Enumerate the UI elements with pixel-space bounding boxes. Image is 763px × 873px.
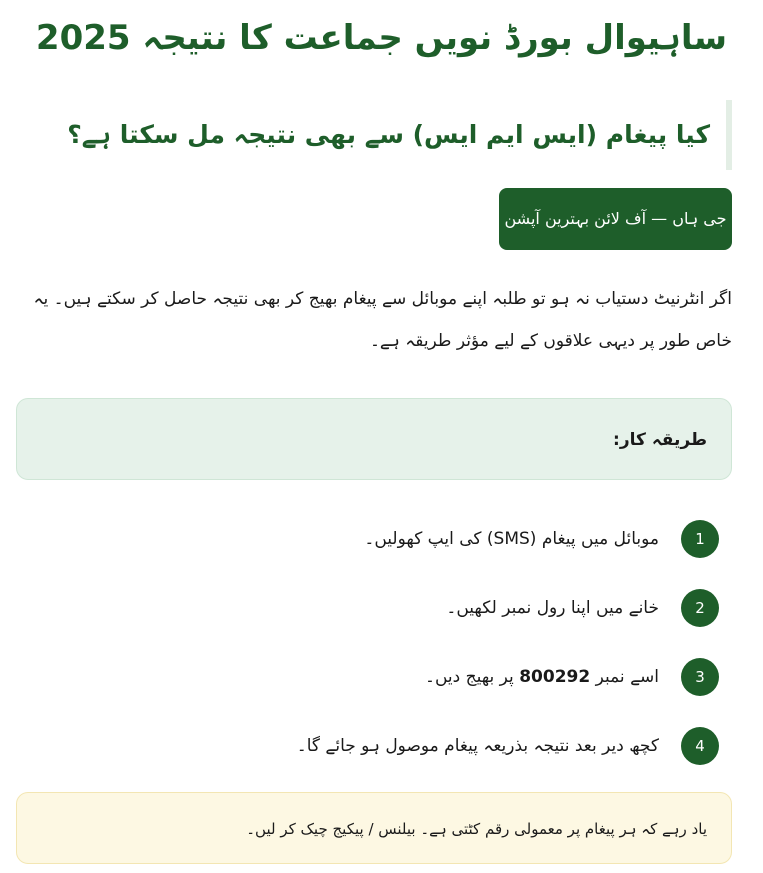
charges-note: یاد رہے کہ ہر پیغام پر معمولی رقم کٹتی ہے۔ بیلنس / پیکیج چیک کر لیں۔ (16, 792, 732, 864)
step-item (59, 504, 719, 573)
step-item (59, 711, 719, 780)
step-text-before: اسے نمبر (590, 667, 659, 687)
intro-paragraph: اگر انٹرنیٹ دستیاب نہ ہو تو طلبہ اپنے موبائل سے پیغام بھیج کر بھی نتیجہ حاصل کر سکتے ہیں۔ یہ خاص طور پر دیہی علاقوں کے لیے مؤثر طریقہ ہے۔ (33, 289, 732, 351)
method-box (16, 398, 732, 480)
step-item (59, 642, 719, 711)
step-number-badge: 2 (681, 589, 719, 627)
answer-badge: جی ہاں — آف لائن بہترین آپشن (499, 188, 732, 250)
step-number-badge: 3 (681, 658, 719, 696)
step-text: کچھ دیر بعد نتیجہ بذریعہ پیغام موصول ہو جائے گا۔ (296, 736, 659, 756)
faq-question: کیا پیغام (ایس ایم ایس) سے بھی نتیجہ مل سکتا ہے؟ (92, 100, 732, 170)
step-number-badge: 1 (681, 520, 719, 558)
step-text (425, 666, 659, 687)
steps-list (59, 504, 719, 780)
step-text: موبائل میں پیغام (SMS) کی ایپ کھولیں۔ (364, 529, 659, 549)
method-label: طریقہ کار: (613, 430, 707, 450)
sms-shortcode: 800292 (519, 667, 591, 687)
page-title: ساہیوال بورڈ نویں جماعت کا نتیجہ 2025 (35, 18, 728, 58)
step-text-after: پر بھیج دیں۔ (425, 667, 520, 687)
step-text: خانے میں اپنا رول نمبر لکھیں۔ (446, 598, 659, 618)
step-item (59, 573, 719, 642)
step-number-badge: 4 (681, 727, 719, 765)
